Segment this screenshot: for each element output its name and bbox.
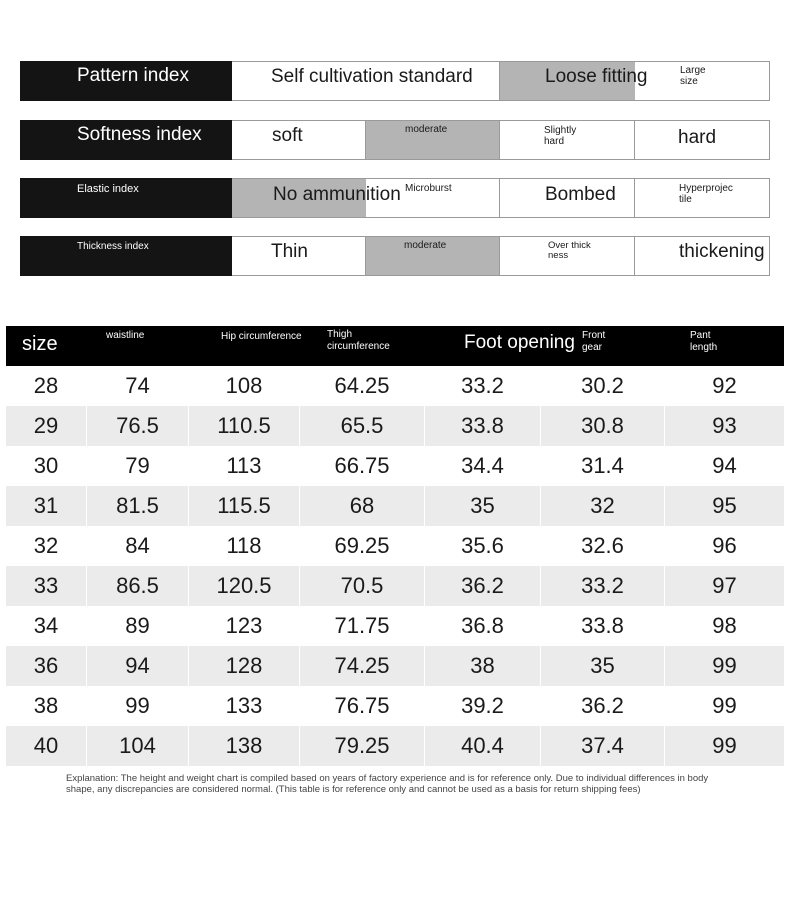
elastic-option-bombed: Bombed	[545, 184, 616, 205]
thickness-option-cell	[635, 236, 770, 276]
thickness-index-label: Thickness index	[77, 241, 149, 252]
thickness-index-label-cell	[20, 236, 232, 276]
elastic-option-cell	[635, 178, 770, 218]
softness-option-cell	[500, 120, 635, 160]
softness-option-cell	[635, 120, 770, 160]
table-row	[6, 486, 784, 526]
cell-foot-opening: 36.2	[425, 566, 541, 606]
cell-hip: 108	[189, 366, 300, 406]
elastic-index-row	[20, 178, 770, 218]
table-row	[6, 366, 784, 406]
cell-thigh: 76.75	[300, 686, 425, 726]
pattern-index-label: Pattern index	[77, 65, 189, 86]
cell-pant-length: 99	[712, 733, 737, 758]
elastic-option-microburst: Microburst	[405, 183, 452, 194]
explanation-note: Explanation: The height and weight chart is compiled based on years of factory experience and is for reference only. Due to individual differences in body shape, any discrepancies are considered normal. (This table is for reference only and cannot be used as a basis for return shipping fees)	[66, 773, 709, 795]
header-front-gear: Front gear	[582, 330, 606, 353]
table-row	[6, 686, 784, 726]
cell-waistline: 104	[87, 726, 189, 766]
size-table-body	[6, 366, 784, 766]
table-row	[6, 606, 784, 646]
softness-index-label: Softness index	[77, 124, 202, 145]
softness-option-cell	[232, 120, 366, 160]
size-table	[6, 326, 784, 766]
pattern-option-large-size: Large size	[680, 65, 706, 87]
pattern-option-cell-highlight	[500, 61, 648, 101]
cell-waistline: 99	[87, 686, 189, 726]
cell-size: 32	[6, 526, 87, 566]
cell-foot-opening: 35	[425, 486, 541, 526]
header-hip-circumference: Hip circumference	[221, 331, 302, 342]
cell-pant-length: 98	[712, 613, 737, 638]
header-foot-opening: Foot opening	[464, 332, 575, 353]
softness-option-slightly-hard: Slightly hard	[544, 125, 577, 147]
elastic-option-cell	[500, 178, 635, 218]
header-pant-length: Pant length	[690, 330, 718, 353]
cell-thigh: 64.25	[300, 366, 425, 406]
cell-foot-opening: 33.2	[425, 366, 541, 406]
cell-foot-opening: 35.6	[425, 526, 541, 566]
cell-thigh: 65.5	[300, 406, 425, 446]
header-waistline: waistline	[106, 330, 145, 341]
cell-size: 34	[6, 606, 87, 646]
pattern-option-self-cultivation: Self cultivation standard	[271, 66, 473, 87]
cell-size: 40	[6, 726, 87, 766]
cell-hip: 133	[189, 686, 300, 726]
elastic-option-cell	[366, 178, 500, 218]
header-thigh-circumference: Thigh circumference	[327, 329, 390, 352]
softness-option-soft: soft	[272, 125, 303, 146]
size-table-header	[6, 326, 784, 366]
cell-waistline: 94	[87, 646, 189, 686]
cell-pant-length: 96	[712, 533, 737, 558]
cell-size: 31	[6, 486, 87, 526]
thickness-option-cell-highlight	[366, 236, 500, 276]
thickness-index-row	[20, 236, 770, 276]
cell-thigh: 71.75	[300, 606, 425, 646]
cell-front-gear: 36.2	[541, 686, 665, 726]
cell-hip: 115.5	[189, 486, 300, 526]
table-row	[6, 566, 784, 606]
elastic-option-no-ammunition: No ammunition	[273, 184, 401, 205]
cell-foot-opening: 38	[425, 646, 541, 686]
cell-front-gear: 32	[541, 486, 665, 526]
cell-waistline: 81.5	[87, 486, 189, 526]
cell-hip: 128	[189, 646, 300, 686]
thickness-option-moderate: moderate	[404, 240, 447, 251]
pattern-option-cell	[635, 61, 770, 101]
cell-pant-length: 99	[712, 693, 737, 718]
softness-option-moderate: moderate	[405, 124, 448, 135]
thickness-option-cell	[500, 236, 635, 276]
cell-pant-length: 94	[712, 453, 737, 478]
cell-pant-length: 92	[712, 373, 737, 398]
cell-hip: 113	[189, 446, 300, 486]
cell-size: 33	[6, 566, 87, 606]
pattern-option-loose-fitting: Loose fitting	[545, 66, 648, 87]
cell-front-gear: 35	[541, 646, 665, 686]
pattern-option-cell	[232, 61, 500, 101]
cell-size: 29	[6, 406, 87, 446]
elastic-option-cell-highlight	[232, 178, 401, 218]
table-row	[6, 446, 784, 486]
cell-front-gear: 32.6	[541, 526, 665, 566]
table-row	[6, 526, 784, 566]
cell-waistline: 86.5	[87, 566, 189, 606]
cell-front-gear: 30.2	[541, 366, 665, 406]
cell-size: 30	[6, 446, 87, 486]
thickness-option-thin: Thin	[271, 241, 308, 262]
cell-thigh: 69.25	[300, 526, 425, 566]
cell-front-gear: 37.4	[541, 726, 665, 766]
pattern-index-row	[20, 61, 770, 101]
cell-front-gear: 30.8	[541, 406, 665, 446]
cell-foot-opening: 34.4	[425, 446, 541, 486]
thickness-option-over-thickness: Over thickness	[548, 240, 591, 261]
cell-thigh: 68	[300, 486, 425, 526]
cell-thigh: 70.5	[300, 566, 425, 606]
cell-waistline: 84	[87, 526, 189, 566]
cell-pant-length: 93	[712, 413, 737, 438]
cell-foot-opening: 39.2	[425, 686, 541, 726]
cell-front-gear: 33.2	[541, 566, 665, 606]
table-row	[6, 406, 784, 446]
cell-hip: 118	[189, 526, 300, 566]
thickness-option-thickening: thickening	[679, 241, 765, 262]
cell-thigh: 66.75	[300, 446, 425, 486]
cell-thigh: 79.25	[300, 726, 425, 766]
header-size: size	[22, 333, 58, 355]
cell-waistline: 79	[87, 446, 189, 486]
cell-pant-length: 97	[712, 573, 737, 598]
cell-pant-length: 95	[712, 493, 737, 518]
cell-waistline: 76.5	[87, 406, 189, 446]
table-row	[6, 646, 784, 686]
cell-foot-opening: 40.4	[425, 726, 541, 766]
pattern-index-label-cell	[20, 61, 232, 101]
cell-size: 38	[6, 686, 87, 726]
cell-thigh: 74.25	[300, 646, 425, 686]
cell-hip: 123	[189, 606, 300, 646]
cell-hip: 110.5	[189, 406, 300, 446]
cell-front-gear: 33.8	[541, 606, 665, 646]
elastic-index-label-cell	[20, 178, 232, 218]
cell-hip: 120.5	[189, 566, 300, 606]
cell-pant-length: 99	[712, 653, 737, 678]
cell-foot-opening: 36.8	[425, 606, 541, 646]
cell-waistline: 74	[87, 366, 189, 406]
elastic-option-hyperprojectile: Hyperprojectile	[679, 183, 733, 205]
softness-option-hard: hard	[678, 127, 717, 148]
cell-foot-opening: 33.8	[425, 406, 541, 446]
table-row	[6, 726, 784, 766]
cell-hip: 138	[189, 726, 300, 766]
elastic-index-label: Elastic index	[77, 183, 139, 195]
cell-waistline: 89	[87, 606, 189, 646]
softness-index-row	[20, 120, 770, 160]
cell-size: 36	[6, 646, 87, 686]
cell-size: 28	[6, 366, 87, 406]
softness-option-cell-highlight	[366, 120, 500, 160]
softness-index-label-cell	[20, 120, 232, 160]
thickness-option-cell	[232, 236, 366, 276]
cell-front-gear: 31.4	[541, 446, 665, 486]
